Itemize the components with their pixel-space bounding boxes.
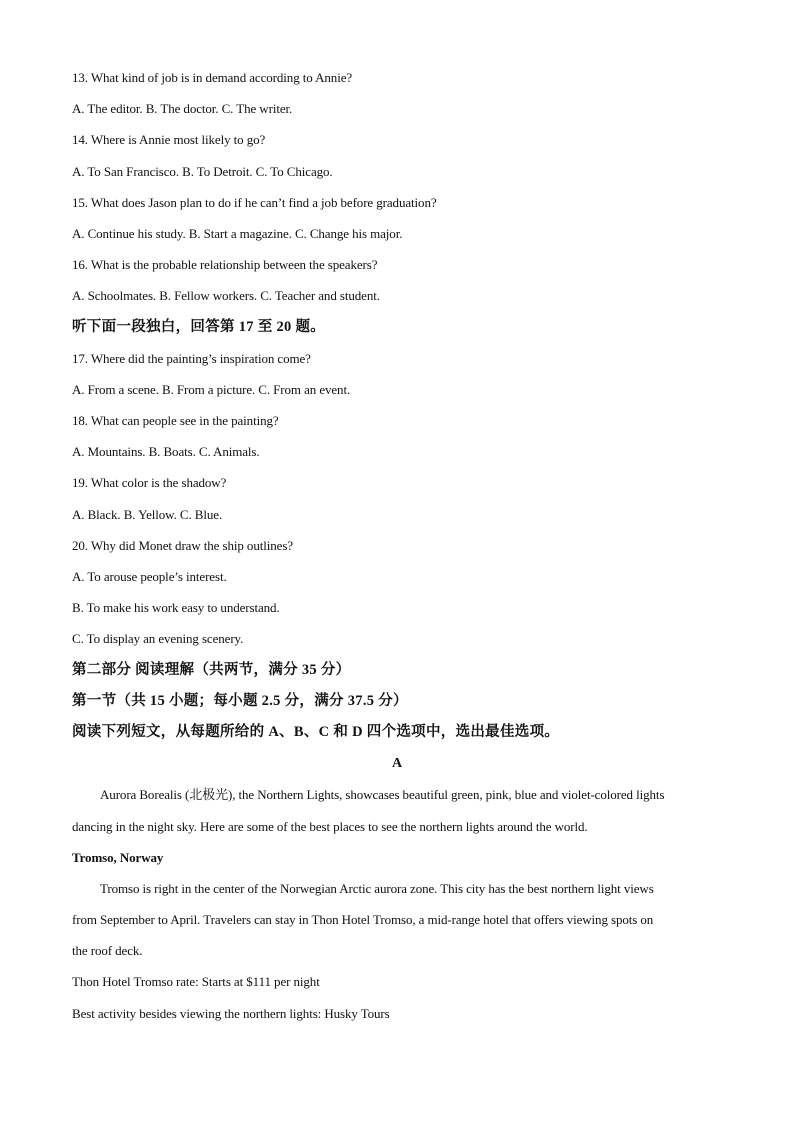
question-17-options: A. From a scene. B. From a picture. C. From an event.: [72, 381, 351, 397]
tromso-hotel-rate: Thon Hotel Tromso rate: Starts at $111 per night: [72, 974, 320, 990]
question-20-option-c: C. To display an evening scenery.: [72, 631, 244, 647]
question-16-options: A. Schoolmates. B. Fellow workers. C. Teacher and student.: [72, 288, 380, 304]
question-19: 19. What color is the shadow?: [72, 475, 227, 491]
passage-intro-line-1: Aurora Borealis (北极光), the Northern Lights, showcases beautiful green, pink, blue and violet-colored lights: [100, 787, 665, 803]
tromso-paragraph-line-3: the roof deck.: [72, 943, 143, 959]
question-20-option-a: A. To arouse people’s interest.: [72, 569, 227, 584]
section-heading-17-20: 听下面一段独白，回答第 17 至 20 题。: [72, 318, 326, 335]
tromso-paragraph-line-2: from September to April. Travelers can stay in Thon Hotel Tromso, a mid-range hotel that offers viewing spots on: [72, 912, 654, 928]
document-page: [72, 62, 722, 1029]
question-18-options: A. Mountains. B. Boats. C. Animals.: [72, 444, 260, 460]
part-two-heading: 第二部分 阅读理解（共两节，满分 35 分）: [72, 661, 351, 678]
question-16: 16. What is the probable relationship between the speakers?: [72, 257, 378, 273]
question-20: 20. Why did Monet draw the ship outlines?: [72, 537, 293, 553]
question-14: 14. Where is Annie most likely to go?: [72, 132, 266, 148]
question-15: 15. What does Jason plan to do if he can’t find a job before graduation?: [72, 194, 437, 210]
tromso-paragraph-line-1: Tromso is right in the center of the Norwegian Arctic aurora zone. This city has the best northern light views: [100, 880, 654, 896]
section-one-heading: 第一节（共 15 小题；每小题 2.5 分，满分 37.5 分）: [72, 692, 408, 709]
question-18: 18. What can people see in the painting?: [72, 413, 279, 429]
question-13-options: A. The editor. B. The doctor. C. The writer.: [72, 101, 293, 117]
tromso-heading: Tromso, Norway: [72, 849, 164, 865]
reading-instruction: 阅读下列短文，从每题所给的 A、B、C 和 D 四个选项中，选出最佳选项。: [72, 723, 560, 740]
question-14-options: A. To San Francisco. B. To Detroit. C. To Chicago.: [72, 163, 333, 179]
question-13: 13. What kind of job is in demand according to Annie?: [72, 70, 353, 85]
passage-intro-line-2: dancing in the night sky. Here are some of the best places to see the northern lights around the world.: [72, 818, 588, 834]
question-17: 17. Where did the painting’s inspiration come?: [72, 350, 311, 366]
tromso-best-activity: Best activity besides viewing the northern lights: Husky Tours: [72, 1005, 390, 1021]
question-20-option-b: B. To make his work easy to understand.: [72, 600, 280, 616]
question-15-options: A. Continue his study. B. Start a magazine. C. Change his major.: [72, 225, 403, 241]
question-19-options: A. Black. B. Yellow. C. Blue.: [72, 506, 223, 522]
passage-label: A: [391, 756, 402, 772]
